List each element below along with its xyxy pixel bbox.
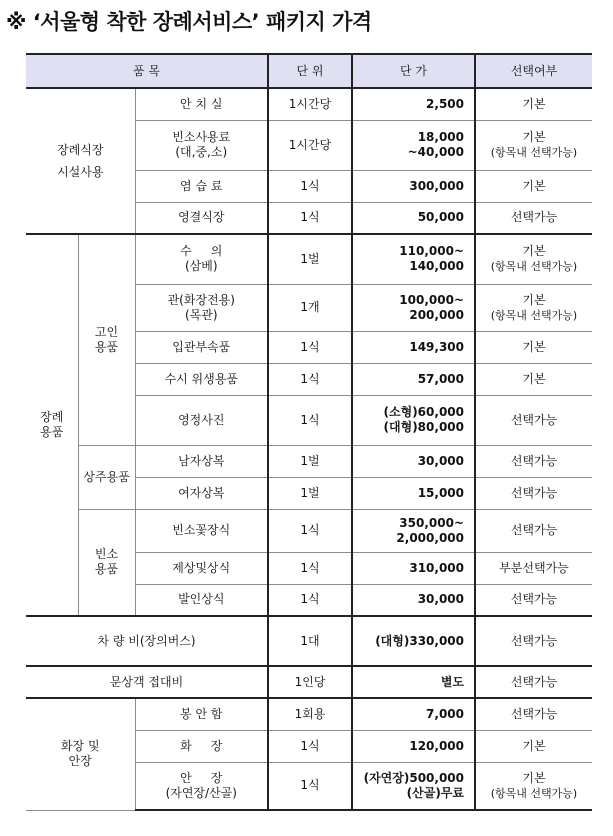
unit-cell: 1개	[268, 284, 352, 331]
choice-cell: 선택가능	[475, 509, 592, 552]
table-row	[26, 666, 592, 698]
unit-cell: 1식	[268, 202, 352, 234]
item-cell: 화 장	[135, 730, 268, 762]
choice-cell: 선택가능	[475, 202, 592, 234]
price-cell: 별도	[352, 666, 475, 698]
unit-cell: 1시간당	[268, 88, 352, 120]
unit-cell: 1식	[268, 331, 352, 363]
header-price: 단 가	[352, 54, 475, 88]
price-cell: (소형)60,000 (대형)80,000	[352, 395, 475, 445]
choice-cell: 선택가능	[475, 616, 592, 666]
table-row	[26, 234, 592, 284]
price-cell: 50,000	[352, 202, 475, 234]
price-cell: (대형)330,000	[352, 616, 475, 666]
table-row	[26, 616, 592, 666]
price-cell: 310,000	[352, 552, 475, 584]
choice-note: (항목내 선택가능)	[490, 786, 578, 800]
item-cell: 여자상복	[135, 477, 268, 509]
choice-cell: 부분선택가능	[475, 552, 592, 584]
item-cell: 안 장 (자연장/산골)	[135, 762, 268, 810]
choice-cell: 기본	[475, 170, 592, 202]
unit-cell: 1식	[268, 552, 352, 584]
choice-cell: 선택가능	[475, 395, 592, 445]
choice-cell: 기본	[475, 331, 592, 363]
choice-cell: 선택가능	[475, 477, 592, 509]
group-altar-goods: 빈소 용품	[78, 509, 135, 616]
table-row	[26, 445, 592, 477]
unit-cell: 1식	[268, 762, 352, 810]
item-cell: 입관부속품	[135, 331, 268, 363]
unit-cell: 1대	[268, 616, 352, 666]
header-choice: 선택여부	[475, 54, 592, 88]
price-cell: 149,300	[352, 331, 475, 363]
unit-cell: 1식	[268, 584, 352, 616]
price-cell: 100,000~ 200,000	[352, 284, 475, 331]
item-cell: 수시 위생용품	[135, 363, 268, 395]
table-row	[26, 88, 592, 120]
choice-note: (항목내 선택가능)	[490, 308, 578, 322]
item-cell: 제상및상식	[135, 552, 268, 584]
price-cell: 15,000	[352, 477, 475, 509]
price-cell: 7,000	[352, 698, 475, 730]
choice-label: 기본	[522, 244, 546, 259]
table-row	[26, 698, 592, 730]
price-cell: 350,000~ 2,000,000	[352, 509, 475, 552]
choice-label: 기본	[522, 130, 546, 144]
table-row	[26, 509, 592, 552]
unit-cell: 1인당	[268, 666, 352, 698]
choice-cell: 기본	[475, 88, 592, 120]
unit-cell: 1식	[268, 363, 352, 395]
price-cell: (자연장)500,000 (산골)무료	[352, 762, 475, 810]
choice-cell	[475, 284, 592, 331]
choice-cell: 선택가능	[475, 666, 592, 698]
choice-cell	[475, 762, 592, 810]
unit-cell: 1식	[268, 730, 352, 762]
group-mourner-goods: 상주용품	[78, 445, 135, 509]
price-cell: 300,000	[352, 170, 475, 202]
group-funeral-hall: 장례식장 시설사용	[26, 88, 135, 234]
item-cell: 남자상복	[135, 445, 268, 477]
choice-cell: 기본	[475, 730, 592, 762]
choice-cell	[475, 120, 592, 170]
choice-label: 기본	[522, 770, 546, 785]
page-title: ※ ‘서울형 착한 장례서비스’ 패키지 가격	[6, 10, 372, 34]
header-unit: 단 위	[268, 54, 352, 88]
item-cell: 염 습 료	[135, 170, 268, 202]
unit-cell: 1벌	[268, 477, 352, 509]
choice-note: (항목내 선택가능)	[490, 260, 578, 274]
choice-note: (항목내 선택가능)	[490, 146, 578, 159]
item-cell: 빈소사용료 (대,중,소)	[135, 120, 268, 170]
header-item: 품 목	[26, 54, 268, 88]
item-cell: 영결식장	[135, 202, 268, 234]
unit-cell: 1식	[268, 509, 352, 552]
item-cell: 수 의 (삼베)	[135, 234, 268, 284]
group-cremation: 화장 및 안장	[26, 698, 135, 810]
price-cell: 57,000	[352, 363, 475, 395]
choice-label: 기본	[522, 292, 546, 307]
choice-cell: 선택가능	[475, 445, 592, 477]
item-cell: 봉 안 함	[135, 698, 268, 730]
unit-cell: 1벌	[268, 445, 352, 477]
table-header-row	[26, 54, 592, 88]
item-cell: 발인상식	[135, 584, 268, 616]
choice-cell: 기본	[475, 363, 592, 395]
choice-cell: 선택가능	[475, 584, 592, 616]
choice-cell: 선택가능	[475, 698, 592, 730]
price-cell: 2,500	[352, 88, 475, 120]
unit-cell: 1회용	[268, 698, 352, 730]
group-deceased-goods: 고인 용품	[78, 234, 135, 445]
unit-cell: 1시간당	[268, 120, 352, 170]
unit-cell: 1식	[268, 170, 352, 202]
item-cell: 영정사진	[135, 395, 268, 445]
price-table	[26, 53, 592, 811]
item-cell: 관(화장전용) (목관)	[135, 284, 268, 331]
item-cell: 안 치 실	[135, 88, 268, 120]
unit-cell: 1식	[268, 395, 352, 445]
item-cell: 빈소꽃장식	[135, 509, 268, 552]
price-cell: 110,000~ 140,000	[352, 234, 475, 284]
price-cell: 30,000	[352, 445, 475, 477]
price-cell: 30,000	[352, 584, 475, 616]
unit-cell: 1벌	[268, 234, 352, 284]
price-cell: 120,000	[352, 730, 475, 762]
group-reception: 문상객 접대비	[26, 666, 268, 698]
group-vehicle: 차 량 비(장의버스)	[26, 616, 268, 666]
price-cell: 18,000 ~40,000	[352, 120, 475, 170]
group-funeral-goods: 장례 용품	[26, 234, 78, 616]
choice-cell	[475, 234, 592, 284]
